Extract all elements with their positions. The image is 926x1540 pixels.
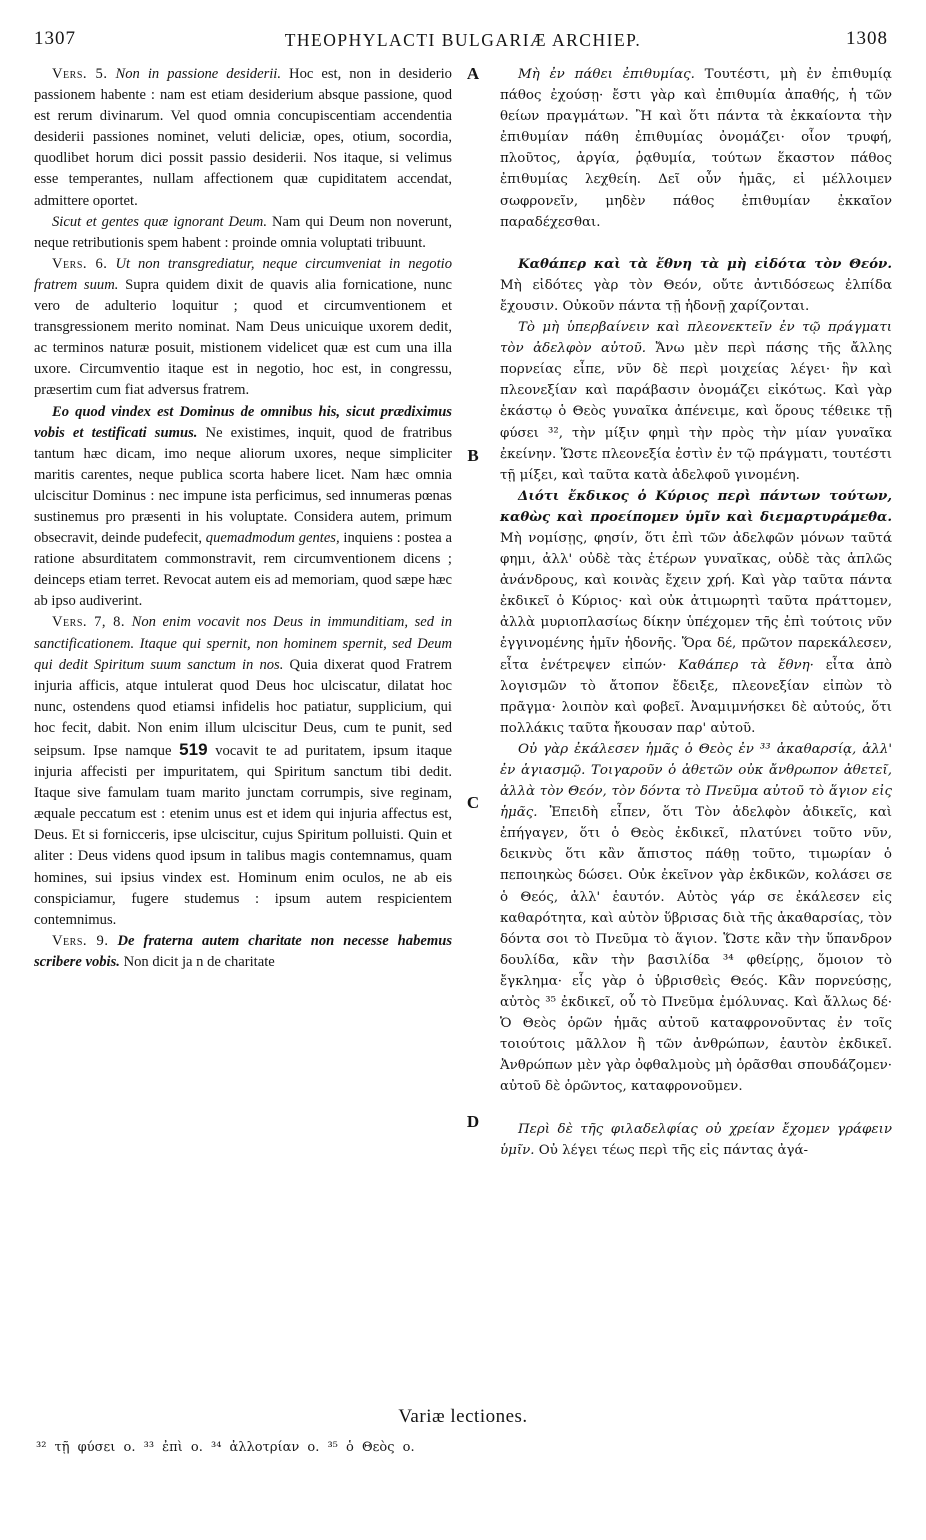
lemma: Διότι ἔκδικος ὁ Κύριος περὶ πάντων τούτων, καθὼς καὶ προείπομεν ὑμῖν καὶ διεμαρτυράμεθα. [500, 487, 892, 525]
lemma: Ut non transgrediatur, neque circumveniat in negotio fratrem suum. [34, 255, 452, 293]
greek-paragraph [500, 317, 892, 486]
commentary-text: Μὴ εἰδότες γὰρ τὸν Θεόν, οὔτε ἀντιδόσεως ἐλπίδα ἔχουσιν. Οὐκοῦν πάντα τῇ ἡδονῇ χαρίζονται. [500, 277, 892, 314]
commentary-text: vocavit te ad puritatem, ipsum itaque injuria affecisti per impuritatem, qui Spiritum sanctum tibi dedit. Itaque sive famulam tuam marito junctam corrumpis, sive reginam, æquale peccatum est : etenim unus est et idem qui injuria affectus est, Deus. Et si fornicceris, ipse ulciscitur, cujus Spiritum polluisti. Quin et aliter : Deus videns quod ipsum in talibus magis contemnamus, quam homines, sui ipsius vindex est. Hominum enim oculos, ne ab eis conspiciamur, fugere studemus : ipsum autem respicientem contemnimus. [34, 743, 452, 928]
variae-lectiones-notes: ³² τῇ φύσει ο. ³³ ἐπὶ ο. ³⁴ ἀλλοτρίαν ο. ³⁵ ὁ Θεὸς ο. [36, 1440, 415, 1455]
running-title: THEOPHYLACTI BULGARIÆ ARCHIEP. [284, 30, 642, 50]
page-number-left: 1307 [34, 28, 76, 49]
greek-paragraph [500, 739, 892, 1098]
greek-paragraph [500, 254, 892, 317]
commentary-text: Supra quidem dixit de quavis alia fornicatione, nunc vero de adulterio loquitur ; quod et circumventionem et transgressionem merito nominat. Nam Deus unicuique uxorem dedit, ac terminos naturæ posuit, mistionem videlicet quæ est cum una illa uxore. Circumventio itaque est in negotio, hoc est, in congressu, præsertim cum fiat adversus fratrem. [34, 276, 453, 399]
column-number: 519 [179, 740, 208, 759]
lemma: quemadmodum gentes, [205, 530, 340, 547]
lemma: Eo quod vindex est Dominus de omnibus his, sicut prædiximus vobis et testificati sumus. [34, 403, 452, 441]
lemma: Μὴ ἐν πάθει ἐπιθυμίας. [518, 67, 695, 82]
lemma: Καθάπερ τὰ ἔθνη· [678, 657, 814, 673]
greek-column [500, 64, 892, 1161]
commentary-text: inquiens : postea a ratione absurditatem commonstravit, rem circumventionem dicens ; deinceps etiam terret. Revocat autem eis ad memoriam, quod sæpe hæc ab ipso audiverint. [34, 530, 452, 610]
latin-paragraph [34, 402, 452, 613]
lemma: Non enim vocavit nos Deus in immunditiam, sed in sanctificationem. Itaque qui spernit, non hominem spernit, sed Deum qui dedit Spiritum suum sanctum in nos. [34, 614, 452, 673]
verse-number: Vers. 6. [52, 255, 108, 272]
latin-paragraph [34, 612, 452, 930]
lemma: Τὸ μὴ ὑπερβαίνειν καὶ πλεονεκτεῖν ἐν τῷ πράγματι τὸν ἀδελφὸν αὐτοῦ. [500, 320, 892, 357]
margin-letter-b: B [467, 446, 479, 465]
lemma: Sicut et gentes quæ ignorant Deum. [52, 213, 267, 230]
verse-number: Vers. 9. [52, 932, 109, 949]
greek-paragraph [500, 64, 892, 233]
margin-letter-c: C [466, 793, 480, 812]
commentary-text: Ne existimes, inquit, quod de fratribus tantum hæc dicam, imo neque aliorum uxores, neque simpliciter maritis carentes, neque publica scorta habere licet. Nam hæc omnia ulciscitur Dominus : nec impune ista perficimus, sed innumeras pœnas sustinemus pro præsenti in his voluptate. Considera autem, primum obsecravit, deinde pudefecit, [34, 424, 453, 547]
latin-paragraph [34, 64, 452, 212]
commentary-text: εἶτα ἀπὸ λογισμῶν τὸ ἄτοπον ἔδειξε, πλεονεξίαν εἰπὼν τὸ πρᾶγμα· λοιπὸν καὶ φοβεῖ. Ἀναμιμνήσκει δὲ αὐτούς, ὅτι πολλάκις ταῦτα ἤκουσαν παρ' αὐτοῦ. [500, 657, 892, 736]
latin-paragraph [34, 212, 452, 254]
greek-paragraph [500, 1119, 892, 1161]
commentary-text: Hoc est, non in desiderio passionem habente : nam est etiam desiderium absque passione, quod est rerum divinarum. Vel quod omnia concupiscentiam accendentia desiderii passiones nominet, veluti deliciæ, opes, otium, socordia, quodlibet horum dici possit passio desiderii. Nos itaque, si velimus esse temperantes, nullam affectionem quæ cupiditatem accendat, admittere oportet. [34, 66, 452, 209]
lemma: Περὶ δὲ τῆς φιλαδελφίας οὐ χρείαν ἔχομεν γράφειν ὑμῖν. [500, 1121, 892, 1158]
margin-letter-a: A [466, 64, 480, 83]
latin-paragraph [34, 254, 452, 402]
commentary-text: Nam qui Deum non noverunt, neque retributionis spem habent : proinde omnia voluptati tribuunt. [34, 213, 452, 251]
verse-number: Vers. 5. [52, 66, 108, 82]
page-header [0, 22, 926, 52]
commentary-text: Non dicit ja n de charitate [123, 953, 275, 970]
commentary-text: Οὐ λέγει τέως περὶ τῆς εἰς πάντας ἀγά- [538, 1142, 809, 1158]
commentary-text: Ἐπειδὴ εἶπεν, ὅτι Τὸν ἀδελφὸν ἀδικεῖς, καὶ ἐπήγαγεν, ὅτι ὁ Θεὸς ἐκδικεῖ, πλατύνει τοῦτο νῦν, δεικνὺς ὅτι κἂν ἄπιστος πάθῃ τοῦτο, τιμωρίαν ὁ πεποιηκὼς δώσει. Οὐκ ἐκεῖνον γὰρ ἐκδικῶν, κολάσει σε ὁ Θεός, ἀλλ' ἑαυτόν. Αὐτὸς γάρ σε ἐκάλεσεν εἰς καθαρότητα, καὶ αὐτὸν ὕβρισας διὰ τῆς ἀκαθαρσίας, τὸν δόντα σοι τὸ Πνεῦμα τὸ ἅγιον. Ὥστε κἂν τὴν ὕπανδρον δουλίδα, κἂν τὴν βασιλίδα ³⁴ φθείρῃς, ὅμοιον τὸ ἔγκλημα· εἷς γὰρ ὁ ὑβρισθεὶς Θεός. Κἂν πορνεύσῃς, αὐτὸς ³⁵ ἐκδικεῖ, οὗ τὸ Πνεῦμα ἐμόλυνας. Καὶ ἄλλως δέ· Ὁ Θεὸς ὁρῶν ἡμᾶς αὐτοῦ καταφρονοῦντας ἐν τοῖς τοιούτοις μᾶλλον ἢ τῶν ἀνθρώπων, ἑαυτὸν ἐκδικεῖ. Ἀνθρώπων μὲν γὰρ ὀφθαλμοὺς μὴ ὁρᾶσθαι σπουδάζομεν· αὐτοῦ δὲ ὁρῶντος, καταφρονοῦμεν. [500, 805, 892, 1095]
lemma: Καθάπερ καὶ τὰ ἔθνη τὰ μὴ εἰδότα τὸν Θεόν. [518, 255, 892, 272]
lemma: De fraterna autem charitate non necesse habemus scribere vobis. [34, 932, 453, 970]
latin-paragraph [34, 931, 452, 973]
lemma: Non in passione desiderii. [115, 66, 282, 82]
margin-letter-d: D [466, 1112, 480, 1131]
commentary-text: Ἄνω μὲν περὶ πάσης τῆς ἄλλης πορνείας εἶπε, νῦν δὲ περὶ μοιχείας λέγει· ἣν καὶ πλεονεξίαν καὶ παράβασιν ὀνομάζει εἰκότως. Καὶ γὰρ ἑκάστῳ ὁ Θεὸς γυναῖκα ἀπένειμε, καὶ ὅρους τέθεικε τῇ φύσει ³², τὴν μίξιν φημὶ τὴν πρὸς τὴν μίαν γυναῖκα ἐκείνην. Ὥστε πλεονεξία ἐστὶν ἐν τῷ πράγματι, τουτέστι τῇ μίξει, καὶ ταῦτα κατὰ ἀδελφοῦ γινομένη. [500, 341, 892, 483]
commentary-text: Τουτέστι, μὴ ἐν ἐπιθυμίᾳ πάθος ἐχούσῃ· ἔστι γὰρ καὶ ἐπιθυμία ἀπαθής, ἡ τῶν θείων πραγμάτων. Ἢ καὶ ὅτι πάντα τὰ ἐκκαίοντα τὴν ἐπιθυμίαν πάθη ἐπιθυμίας ὀνομάζει· οἷον τρυφή, πλοῦτος, ἀργία, ῥᾳθυμία, τούτων ἕκαστον πάθος ἐπιθυμίας λεχθείη. Δεῖ οὖν ἡμᾶς, εἰ μέλλοιμεν σωφρονεῖν, μηδὲν πάθος ἐπιθυμίαν ἐκκαῖον παραδέχεσθαι. [500, 67, 892, 230]
lemma: Οὐ γὰρ ἐκάλεσεν ἡμᾶς ὁ Θεὸς ἐν ³³ ἀκαθαρσίᾳ, ἀλλ' ἐν ἁγιασμῷ. Τοιγαροῦν ὁ ἀθετῶν οὐκ ἄνθρωπον ἀθετεῖ, ἀλλὰ τὸν Θεόν, τὸν δόντα τὸ Πνεῦμα αὐτοῦ τὸ ἅγιον εἰς ἡμᾶς. [500, 741, 892, 821]
page-number-right: 1308 [846, 28, 888, 49]
commentary-text: Quia dixerat quod Fratrem injuria afficis, atque intulerat quod Deus hoc ulciscatur, dilatat hoc nunc, ostendens quod etiamsi infidelis hoc patiatur, supplicium, qui hoc fecit, dabit. Non enim illum ulciscitur Deus, cum te punit, sed seipsum. Ipse namque [34, 656, 453, 759]
latin-column [34, 64, 452, 973]
commentary-text: Μὴ νομίσῃς, φησίν, ὅτι ἐπὶ τῶν ἀδελφῶν μόνων ταῦτά φημι, ἀλλ' οὐδὲ τὰς ἑτέρων γυναῖκας, οὐδὲ τὰς ἁπλῶς ἀνάνδρους, καὶ κοινὰς ἔχειν χρή. Καὶ γὰρ ταῦτα πάντα ἐκδικεῖ ὁ Κύριος· καὶ οὐκ ἀτιμωρητὶ ταῦτα πράττομεν, ἀλλὰ μυριοπλασίως δίκην ὑπέχομεν τῆς ἐπὶ τούτοις νῦν ἐγγινομένης ἡμῖν ἡδονῆς. Ὅρα δέ, πρῶτον παρεκάλεσεν, εἶτα ἐνέτρεψεν εἰπών· [500, 530, 892, 673]
greek-paragraph [500, 486, 892, 739]
variae-lectiones-title: Variæ lectiones. [398, 1406, 528, 1427]
verse-number: Vers. 7, 8. [52, 614, 126, 631]
